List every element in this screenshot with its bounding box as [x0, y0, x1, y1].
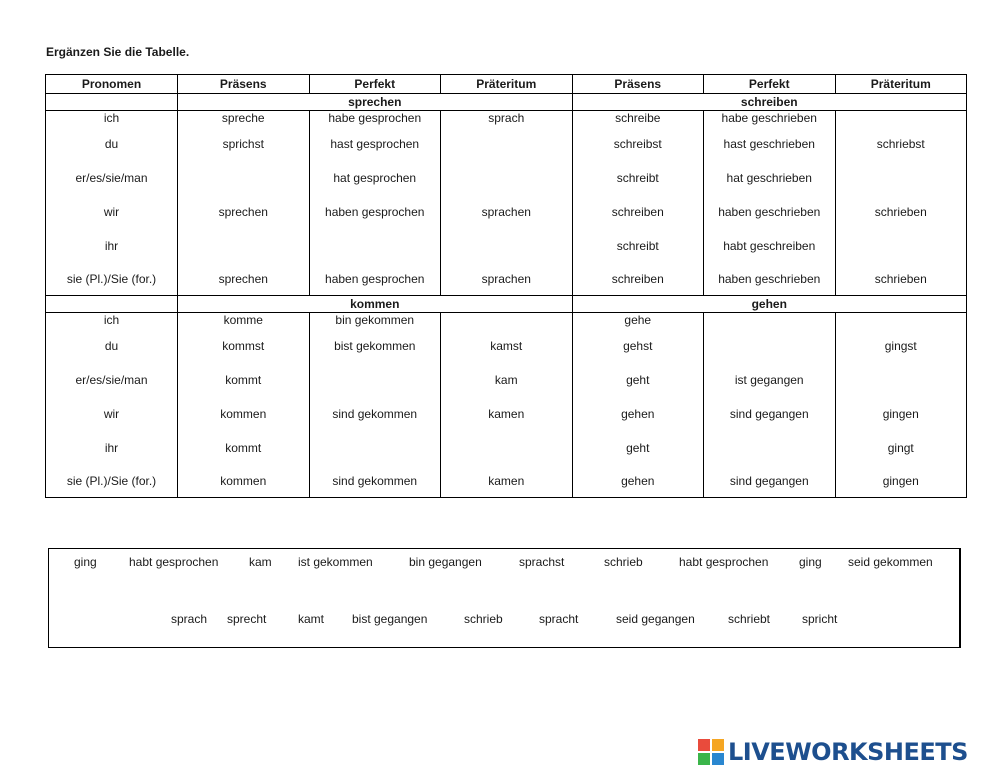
verb-group — [46, 313, 967, 498]
conjugation-cell: kommt — [178, 431, 310, 465]
header-perfekt: Perfekt — [704, 75, 836, 94]
logo-square — [698, 753, 710, 765]
word-bank-item[interactable]: habt gesprochen — [129, 555, 219, 569]
word-bank-item[interactable]: sprachst — [519, 555, 565, 569]
logo-square — [712, 739, 724, 751]
conjugation-cell: sind gekommen — [309, 397, 441, 431]
conjugation-cell — [835, 363, 967, 397]
logo-icon — [698, 739, 724, 765]
word-bank-item[interactable]: spracht — [539, 612, 579, 626]
conjugation-cell: sind gegangen — [704, 397, 836, 431]
pronoun-cell: ihr — [46, 229, 178, 263]
conjugation-cell: schreibst — [572, 127, 704, 161]
word-bank — [48, 548, 961, 648]
conjugation-cell — [309, 431, 441, 465]
conjugation-cell: gingen — [835, 397, 967, 431]
conjugation-cell: sprachen — [441, 195, 573, 229]
pronoun-cell: er/es/sie/man — [46, 161, 178, 195]
conjugation-cell: schreibe — [572, 111, 704, 128]
table-header-row — [46, 75, 967, 94]
conjugation-cell: kommt — [178, 363, 310, 397]
pronoun-cell: du — [46, 329, 178, 363]
conjugation-cell: schreiben — [572, 195, 704, 229]
pronoun-cell: wir — [46, 397, 178, 431]
pronoun-cell: ihr — [46, 431, 178, 465]
conjugation-cell: kommen — [178, 397, 310, 431]
conjugation-cell: kam — [441, 363, 573, 397]
conjugation-cell: schreiben — [572, 263, 704, 296]
conjugation-cell: ist gegangen — [704, 363, 836, 397]
conjugation-cell — [835, 229, 967, 263]
table-row — [46, 431, 967, 465]
conjugation-cell: hast geschrieben — [704, 127, 836, 161]
word-bank-item[interactable]: sprach — [171, 612, 208, 626]
table-row — [46, 263, 967, 296]
conjugation-cell: spreche — [178, 111, 310, 128]
logo-square — [698, 739, 710, 751]
worksheet-title: Ergänzen Sie die Tabelle. — [46, 45, 190, 59]
conjugation-cell: geht — [572, 363, 704, 397]
table-row — [46, 329, 967, 363]
conjugation-cell: gehen — [572, 397, 704, 431]
conjugation-cell: haben gesprochen — [309, 263, 441, 296]
conjugation-cell: gehe — [572, 313, 704, 330]
pronoun-cell: du — [46, 127, 178, 161]
conjugation-cell: hast gesprochen — [309, 127, 441, 161]
pronoun-cell: sie (Pl.)/Sie (for.) — [46, 465, 178, 498]
header-pronomen: Pronomen — [46, 75, 178, 94]
conjugation-cell: bin gekommen — [309, 313, 441, 330]
word-bank-item[interactable]: seid gekommen — [848, 555, 933, 569]
conjugation-cell — [178, 161, 310, 195]
conjugation-cell: hat geschrieben — [704, 161, 836, 195]
conjugation-cell: schreibt — [572, 161, 704, 195]
conjugation-cell — [441, 431, 573, 465]
word-bank-item[interactable]: schrieb — [464, 612, 503, 626]
conjugation-cell — [309, 363, 441, 397]
word-bank-item[interactable]: schriebt — [728, 612, 771, 626]
logo-square — [712, 753, 724, 765]
table-row — [46, 229, 967, 263]
table-row — [46, 161, 967, 195]
conjugation-cell: sprach — [441, 111, 573, 128]
word-bank-item[interactable]: ist gekommen — [298, 555, 373, 569]
conjugation-cell — [309, 229, 441, 263]
word-bank-item[interactable]: ging — [74, 555, 97, 569]
conjugation-cell: gingt — [835, 431, 967, 465]
header-praeteritum: Präteritum — [441, 75, 573, 94]
conjugation-cell: geht — [572, 431, 704, 465]
verb-group-header — [46, 94, 967, 111]
conjugation-cell — [441, 161, 573, 195]
conjugation-cell: kommst — [178, 329, 310, 363]
conjugation-cell: schrieben — [835, 263, 967, 296]
verb-name-right: schreiben — [572, 94, 967, 111]
pronoun-cell: wir — [46, 195, 178, 229]
verb-name-left: sprechen — [178, 94, 573, 111]
table-row — [46, 363, 967, 397]
conjugation-cell: haben gesprochen — [309, 195, 441, 229]
header-praesens: Präsens — [572, 75, 704, 94]
verb-group-empty-cell — [46, 94, 178, 111]
verb-group-empty-cell — [46, 296, 178, 313]
conjugation-cell: sprechen — [178, 263, 310, 296]
logo-text: LIVEWORKSHEETS — [728, 738, 968, 766]
header-praesens: Präsens — [178, 75, 310, 94]
conjugation-cell: bist gekommen — [309, 329, 441, 363]
conjugation-cell: habe geschrieben — [704, 111, 836, 128]
conjugation-cell: haben geschrieben — [704, 195, 836, 229]
conjugation-cell — [835, 111, 967, 128]
conjugation-cell — [704, 431, 836, 465]
table-row — [46, 465, 967, 498]
conjugation-cell: sprichst — [178, 127, 310, 161]
pronoun-cell: ich — [46, 313, 178, 330]
table-row — [46, 127, 967, 161]
conjugation-cell — [178, 229, 310, 263]
table-row — [46, 195, 967, 229]
word-bank-item[interactable]: seid gegangen — [616, 612, 695, 626]
pronoun-cell: er/es/sie/man — [46, 363, 178, 397]
conjugation-table — [45, 74, 967, 498]
conjugation-cell: gingen — [835, 465, 967, 498]
liveworksheets-logo — [698, 735, 968, 769]
table-row — [46, 313, 967, 330]
pronoun-cell: ich — [46, 111, 178, 128]
word-bank-item[interactable]: bist gegangen — [352, 612, 428, 626]
header-perfekt: Perfekt — [309, 75, 441, 94]
conjugation-cell: habt geschreiben — [704, 229, 836, 263]
conjugation-cell: schrieben — [835, 195, 967, 229]
conjugation-cell: gehen — [572, 465, 704, 498]
word-bank-item[interactable]: schrieb — [604, 555, 643, 569]
word-bank-item[interactable]: ging — [799, 555, 822, 569]
word-bank-item[interactable]: spricht — [802, 612, 838, 626]
conjugation-cell — [441, 229, 573, 263]
word-bank-item[interactable]: kamt — [298, 612, 325, 626]
conjugation-cell: sind gegangen — [704, 465, 836, 498]
conjugation-cell: sind gekommen — [309, 465, 441, 498]
header-praeteritum: Präteritum — [835, 75, 967, 94]
conjugation-cell: kamen — [441, 397, 573, 431]
conjugation-cell: sprechen — [178, 195, 310, 229]
conjugation-cell: gingst — [835, 329, 967, 363]
pronoun-cell: sie (Pl.)/Sie (for.) — [46, 263, 178, 296]
table-row — [46, 397, 967, 431]
conjugation-cell: habe gesprochen — [309, 111, 441, 128]
conjugation-cell: gehst — [572, 329, 704, 363]
conjugation-cell — [441, 313, 573, 330]
table-row — [46, 111, 967, 128]
conjugation-cell: kamst — [441, 329, 573, 363]
verb-group-header — [46, 296, 967, 313]
verb-group — [46, 111, 967, 296]
conjugation-cell: haben geschrieben — [704, 263, 836, 296]
conjugation-cell — [704, 313, 836, 330]
word-bank-item[interactable]: habt gesprochen — [679, 555, 769, 569]
conjugation-cell: schriebst — [835, 127, 967, 161]
conjugation-cell: kommen — [178, 465, 310, 498]
conjugation-cell — [835, 161, 967, 195]
conjugation-cell: sprachen — [441, 263, 573, 296]
conjugation-cell: komme — [178, 313, 310, 330]
word-bank-item[interactable]: sprecht — [227, 612, 267, 626]
conjugation-cell — [441, 127, 573, 161]
word-bank-item[interactable]: kam — [249, 555, 272, 569]
conjugation-cell: hat gesprochen — [309, 161, 441, 195]
conjugation-cell — [835, 313, 967, 330]
verb-name-left: kommen — [178, 296, 573, 313]
word-bank-item[interactable]: bin gegangen — [409, 555, 482, 569]
conjugation-cell: schreibt — [572, 229, 704, 263]
conjugation-cell — [704, 329, 836, 363]
verb-name-right: gehen — [572, 296, 967, 313]
conjugation-cell: kamen — [441, 465, 573, 498]
